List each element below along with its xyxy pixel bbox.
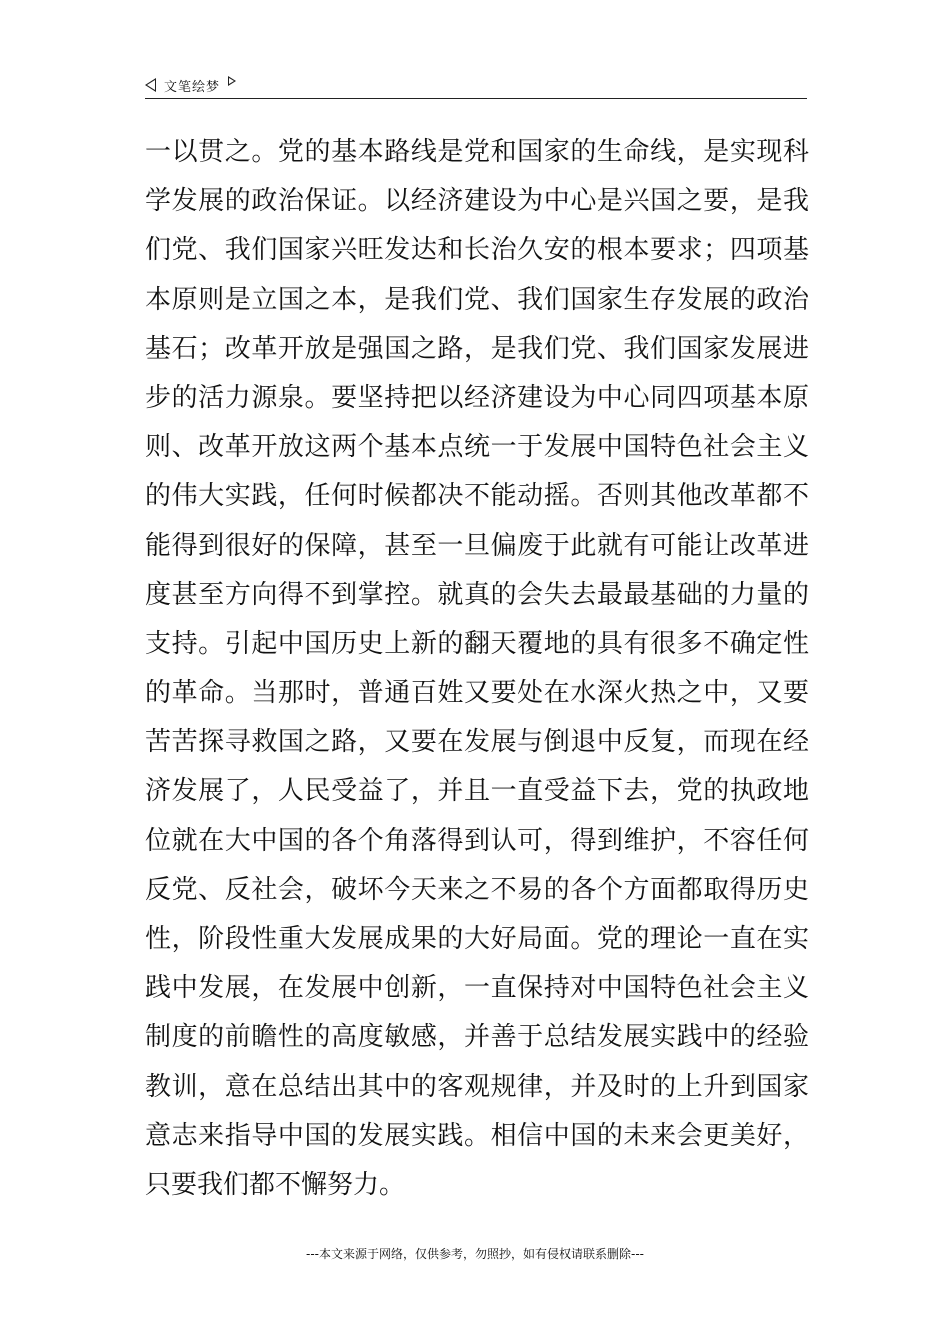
text-line: 性，阶段性重大发展成果的大好局面。党的理论一直在实 (145, 924, 809, 954)
text-line: 意志来指导中国的发展实践。相信中国的未来会更美好， (145, 1120, 809, 1151)
text-line: 的伟大实践，任何时候都决不能动摇。否则其他改革都不 (145, 481, 809, 512)
text-line: 制度的前瞻性的高度敏感，并善于总结发展实践中的经验 (145, 1022, 809, 1053)
text-line: 济发展了，人民受益了，并且一直受益下去，党的执政地 (145, 776, 809, 807)
text-line: 只要我们都不懈努力。 (145, 1169, 406, 1200)
triangle-left-icon (145, 78, 156, 92)
text-line: 们党、我们国家兴旺发达和长治久安的根本要求；四项基 (145, 235, 809, 266)
text-line: 步的活力源泉。要坚持把以经济建设为中心同四项基本原 (145, 382, 809, 413)
body-paragraph (145, 128, 809, 1210)
text-line: 的革命。当那时，普通百姓又要处在水深火热之中，又要 (145, 678, 809, 709)
text-line: 支持。引起中国历史上新的翻天覆地的具有很多不确定性 (145, 628, 809, 659)
text-line: 能得到很好的保障，甚至一旦偏废于此就有可能让改革进 (145, 530, 809, 561)
text-line: 一以贯之。党的基本路线是党和国家的生命线，是实现科 (145, 137, 809, 167)
page-header (145, 72, 807, 99)
text-line: 则、改革开放这两个基本点统一于发展中国特色社会主义 (145, 432, 809, 463)
text-line: 本原则是立国之本，是我们党、我们国家生存发展的政治 (145, 284, 809, 315)
triangle-right-icon (228, 76, 236, 86)
text-line: 度甚至方向得不到掌控。就真的会失去最最基础的力量的 (145, 579, 809, 610)
text-line: 反党、反社会，破坏今天来之不易的各个方面都取得历史 (145, 874, 809, 905)
text-line: 教训，意在总结出其中的客观规律，并及时的上升到国家 (145, 1071, 809, 1102)
text-line: 位就在大中国的各个角落得到认可，得到维护，不容任何 (145, 825, 809, 856)
text-line: 苦苦探寻救国之路，又要在发展与倒退中反复，而现在经 (145, 727, 809, 758)
text-line: 学发展的政治保证。以经济建设为中心是兴国之要，是我 (145, 186, 809, 217)
header-title: 文笔绘梦 (164, 79, 221, 95)
text-line: 基石；改革开放是强国之路，是我们党、我们国家发展进 (145, 333, 809, 364)
footer-disclaimer: ---本文来源于网络，仅供参考，勿照抄，如有侵权请联系删除--- (306, 1247, 644, 1261)
text-line: 践中发展，在发展中创新，一直保持对中国特色社会主义 (145, 973, 809, 1004)
